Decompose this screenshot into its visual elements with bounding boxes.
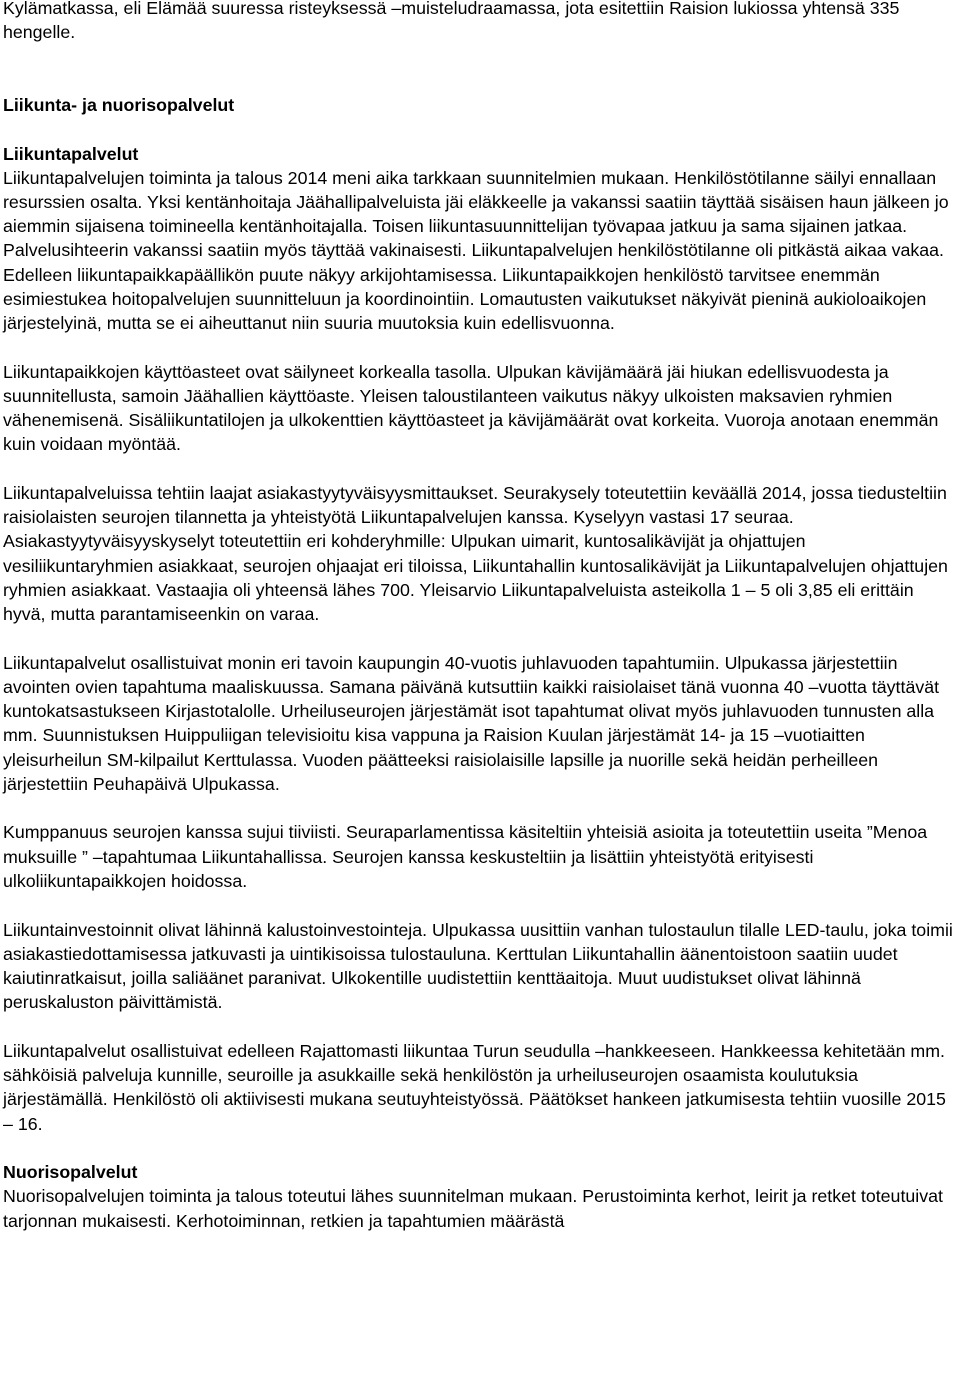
document-page (3, 0, 958, 1233)
paragraph-liikunta-3: Liikuntapalveluissa tehtiin laajat asiakastyytyväisyysmittaukset. Seurakysely toteutettiin keväällä 2014, jossa tiedusteltiin raisiolaisten seurojen tilannetta ja yhteistyötä Liikuntapalvelujen kanssa. Kyselyyn vastasi 17 seuraa. Asiakastyytyväisyyskyselyt toteutettiin eri kohderyhmille: Ulpukan uimarit, kuntosalikävijät ja ohjattujen vesiliikuntaryhmien asiakkaat, seurojen ohjaajat eri tiloissa, Liikuntahallin kuntosalikävijät ja Liikuntapalvelujen ohjattujen ryhmien asiakkaat. Vastaajia oli yhteensä lähes 700. Yleisarvio Liikuntapalveluista asteikolla 1 – 5 oli 3,85 eli erittäin hyvä, mutta parantamiseenkin on varaa. (3, 483, 948, 625)
paragraph-liikunta-7: Liikuntapalvelut osallistuivat edelleen Rajattomasti liikuntaa Turun seudulla –hankkeeseen. Hankkeessa kehitetään mm. sähköisiä palveluja kunnille, seuroille ja asukkaille sekä henkilöstön ja urheiluseurojen osaamista koulutuksia järjestämällä. Henkilöstö oli aktiivisesti mukana seutuyhteistyössä. Päätökset hankeen jatkumisesta tehtiin vuosille 2015 – 16. (3, 1040, 946, 1134)
paragraph-nuoriso-1: Nuorisopalvelujen toiminta ja talous toteutui lähes suunnitelman mukaan. Perustoiminta kerhot, leirit ja retket toteutuivat tarjonnan mukaisesti. Kerhotoiminnan, retkien ja tapahtumien määrästä (3, 1186, 943, 1231)
subsection-heading-nuorisopalvelut: Nuorisopalvelut (3, 1162, 138, 1183)
intro-paragraph: Kylämatkassa, eli Elämää suuressa risteyksessä –muisteludraamassa, jota esitettiin Raision lukiossa yhtensä 335 hengelle. (3, 0, 900, 43)
paragraph-liikunta-4: Liikuntapalvelut osallistuivat monin eri tavoin kaupungin 40-vuotis juhlavuoden tapahtumiin. Ulpukassa järjestettiin avointen ovien tapahtuma maaliskuussa. Samana päivänä kutsuttiin kaikki raisiolaiset tänä vuonna 40 –vuotta täyttävät kuntokatsastukseen Kirjastotalolle. Urheiluseurojen järjestämät isot tapahtumat olivat myös juhlavuoden tunnusten alla mm. Suunnistuksen Huippuliigan televisioitu kisa vappuna ja Raision Kuulan järjestämät 14- ja 15 –vuotiaitten yleisurheilun SM-kilpailut Kerttulassa. Vuoden päätteeksi raisiolaisille lapsille ja nuorille sekä heidän perheilleen järjestettiin Peuhapäivä Ulpukassa. (3, 652, 940, 794)
paragraph-liikunta-2: Liikuntapaikkojen käyttöasteet ovat säilyneet korkealla tasolla. Ulpukan kävijämäärä jäi hiukan edellisvuodesta ja suunnitellusta, samoin Jäähallien käyttöaste. Yleisen taloustilanteen vaikutus näkyy ulkoisten maksavien ryhmien vähenemisenä. Sisäliikuntatilojen ja ulkokenttien käyttöasteet ja kävijämäärät ovat korkeita. Vuoroja anotaan enemmän kuin voidaan myöntää. (3, 361, 939, 455)
paragraph-liikunta-1: Liikuntapalvelujen toiminta ja talous 2014 meni aika tarkkaan suunnitelmien mukaan. Henkilöstötilanne säilyi ennallaan resurssien osalta. Yksi kentänhoitaja Jäähallipalveluista jäi eläkkeelle ja vakanssi saatiin täyttää sisäisen haun jälkeen jo aiemmin sijaisena toimineella kentänhoitajalla. Toisen liikuntasuunnittelijan työvapaa jatkuu ja sama sijainen jatkaa. Palvelusihteerin vakanssi saatiin myös täyttää vakinaisesti. Liikuntapalvelujen henkilöstötilanne oli pitkästä aikaa vakaa. Edelleen liikuntapaikkapäällikön puute näkyy arkijohtamisessa. Liikuntapaikkojen henkilöstö tarvitsee enemmän esimiestukea hoitopalvelujen suunnitteluun ja koordinointiin. Lomautusten vaikutukset näkyivät pieninä aukioloaikojen järjestelyinä, mutta se ei aiheuttanut niin suuria muutoksia kuin edellisvuonna. (3, 167, 949, 334)
paragraph-liikunta-6: Liikuntainvestoinnit olivat lähinnä kalustoinvestointeja. Ulpukassa uusittiin vanhan tulostaulun tilalle LED-taulu, joka toimii asiakastiedottamisessa jatkuvasti ja uintikisoissa tulostauluna. Kerttulan Liikuntahallin äänentoistoon saatiin uudet kaiutinratkaisut, joilla saliäänet paranivat. Ulkokentille uudistettiin kenttäaitoja. Muut uudistukset olivat lähinnä peruskaluston päivittämistä. (3, 919, 953, 1013)
subsection-heading-liikuntapalvelut: Liikuntapalvelut (3, 143, 139, 164)
paragraph-liikunta-5: Kumppanuus seurojen kanssa sujui tiiviisti. Seuraparlamentissa käsiteltiin yhteisiä asioita ja toteutettiin useita ”Menoa muksuille ” –tapahtumaa Liikuntahallissa. Seurojen kanssa keskusteltiin ja lisättiin yhteistyötä erityisesti ulkoliikuntapaikkojen hoidossa. (3, 822, 928, 891)
section-heading: Liikunta- ja nuorisopalvelut (3, 94, 235, 115)
